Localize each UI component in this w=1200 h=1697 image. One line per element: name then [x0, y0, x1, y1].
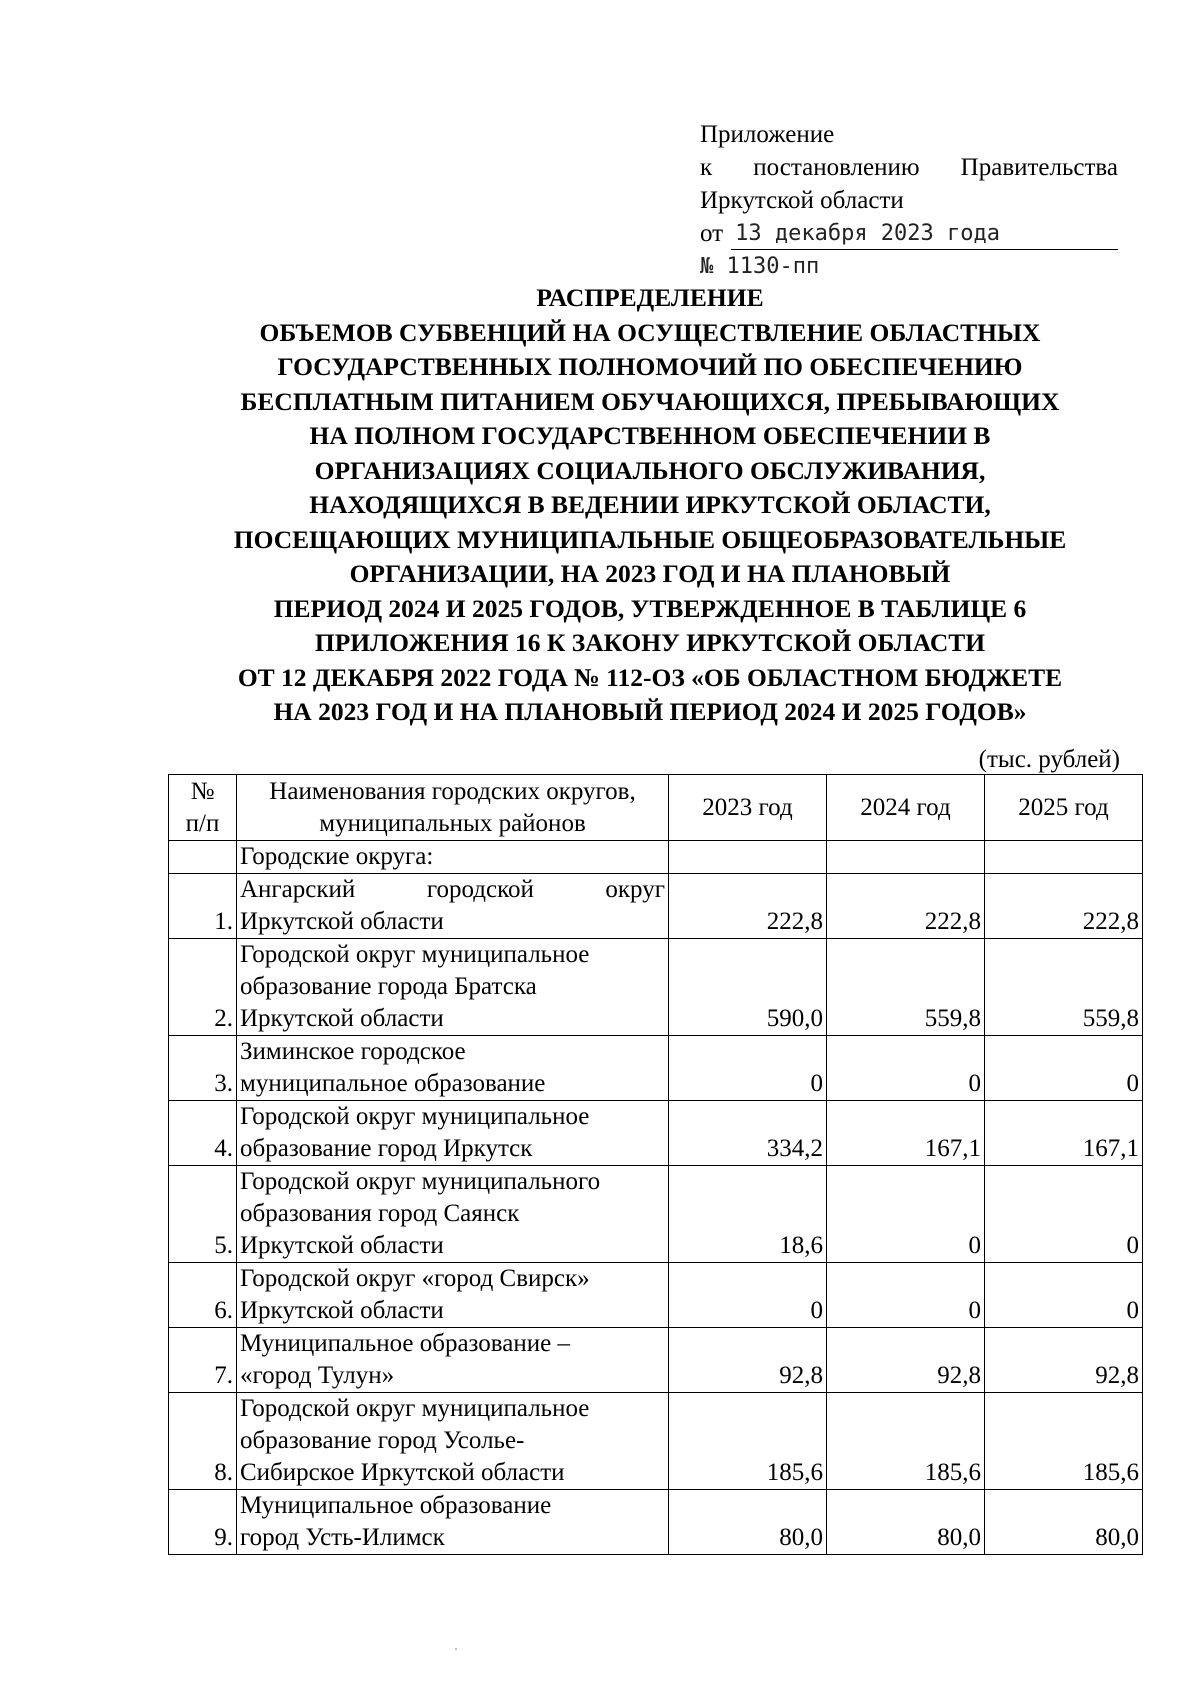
- appendix-word: постановлению: [753, 154, 920, 181]
- row-name-line: Муниципальное образование –: [240, 1330, 570, 1357]
- section-empty-cell: [985, 841, 1143, 874]
- value-2023: 92,8: [669, 1328, 827, 1393]
- row-number: 3.: [169, 1036, 237, 1101]
- value-2023: 185,6: [669, 1393, 827, 1490]
- appendix-block: [700, 118, 1120, 284]
- table-row: [169, 874, 1143, 939]
- header-name: [237, 775, 669, 841]
- date-value: 13 декабря 2023 года: [731, 219, 1118, 250]
- row-name-line: муниципальное образование: [240, 1070, 546, 1097]
- value-2023: 0: [669, 1263, 827, 1328]
- title-line: ГОСУДАРСТВЕННЫХ ПОЛНОМОЧИЙ ПО ОБЕСПЕЧЕНИЮ: [277, 352, 1023, 381]
- row-name: [237, 1263, 669, 1328]
- row-name-line: Иркутской области: [240, 1232, 444, 1259]
- header-number-line: №: [190, 777, 215, 805]
- row-name-line: образования город Саянск: [240, 1200, 520, 1227]
- row-name: [237, 1490, 669, 1555]
- row-number: 8.: [169, 1393, 237, 1490]
- value-2025: 185,6: [985, 1393, 1143, 1490]
- row-name-line: Городской округ муниципальное: [240, 1395, 590, 1422]
- appendix-date-row: [700, 217, 1118, 250]
- row-name: [237, 1393, 669, 1490]
- row-number: 2.: [169, 939, 237, 1036]
- appendix-word: к: [700, 154, 713, 181]
- row-number: 9.: [169, 1490, 237, 1555]
- title-line: РАСПРЕДЕЛЕНИЕ: [536, 283, 764, 312]
- table-row: [169, 1263, 1143, 1328]
- row-name-line: Городской округ муниципального: [240, 1168, 601, 1195]
- value-2023: 334,2: [669, 1101, 827, 1166]
- value-2024: 0: [827, 1166, 985, 1263]
- row-name-word: Ангарский: [240, 876, 356, 903]
- row-name-line: Иркутской области: [240, 908, 444, 935]
- distribution-table: [168, 774, 1143, 1555]
- row-name-line: Иркутской области: [240, 1297, 444, 1324]
- section-num-cell: [169, 841, 237, 874]
- row-name-line: образование города Братска: [240, 973, 537, 1000]
- appendix-line-2: [700, 151, 1118, 184]
- row-number: 5.: [169, 1166, 237, 1263]
- section-label: Городские округа:: [237, 841, 669, 874]
- title-line: ОТ 12 ДЕКАБРЯ 2022 ГОДА № 112-ОЗ «ОБ ОБЛАСТНОМ БЮДЖЕТЕ: [237, 662, 1063, 692]
- value-2024: 80,0: [827, 1490, 985, 1555]
- row-number: 4.: [169, 1101, 237, 1166]
- section-empty-cell: [827, 841, 985, 874]
- title-line: НА 2023 ГОД И НА ПЛАНОВЫЙ ПЕРИОД 2024 И 2025 ГОДОВ»: [273, 697, 1027, 726]
- row-name-word: городской: [426, 876, 534, 903]
- row-number: 1.: [169, 874, 237, 939]
- row-name-line: Городской округ муниципальное: [240, 1103, 590, 1130]
- row-name: [237, 1101, 669, 1166]
- value-2025: 222,8: [985, 874, 1143, 939]
- value-2024: 0: [827, 1036, 985, 1101]
- row-number: 7.: [169, 1328, 237, 1393]
- value-2025: 0: [985, 1036, 1143, 1101]
- value-2023: 18,6: [669, 1166, 827, 1263]
- row-name: [237, 1328, 669, 1393]
- row-name: [237, 874, 669, 939]
- row-name-line: Зиминское городское: [240, 1038, 466, 1065]
- title-line: ПРИЛОЖЕНИЯ 16 К ЗАКОНУ ИРКУТСКОЙ ОБЛАСТИ: [314, 628, 986, 657]
- value-2025: 559,8: [985, 939, 1143, 1036]
- title-line: НАХОДЯЩИХСЯ В ВЕДЕНИИ ИРКУТСКОЙ ОБЛАСТИ,: [309, 490, 991, 519]
- value-2023: 80,0: [669, 1490, 827, 1555]
- section-row: [169, 841, 1143, 874]
- table-row: [169, 1490, 1143, 1555]
- table-row: [169, 1393, 1143, 1490]
- value-2023: 0: [669, 1036, 827, 1101]
- title-line: ОРГАНИЗАЦИИ, НА 2023 ГОД И НА ПЛАНОВЫЙ: [349, 559, 951, 588]
- units-label: (тыс. рублей): [978, 746, 1120, 773]
- title-line: ПЕРИОД 2024 И 2025 ГОДОВ, УТВЕРЖДЕННОЕ В ТАБЛИЦЕ 6: [273, 593, 1027, 623]
- appendix-word: Правительства: [960, 154, 1118, 181]
- value-2024: 167,1: [827, 1101, 985, 1166]
- section-empty-cell: [669, 841, 827, 874]
- value-2025: 80,0: [985, 1490, 1143, 1555]
- table-row: [169, 1101, 1143, 1166]
- header-number-line: п/п: [185, 809, 220, 837]
- value-2025: 92,8: [985, 1328, 1143, 1393]
- value-2024: 559,8: [827, 939, 985, 1036]
- header-2024: 2024 год: [827, 775, 985, 841]
- title-line: НА ПОЛНОМ ГОСУДАРСТВЕННОМ ОБЕСПЕЧЕНИИ В: [309, 421, 991, 450]
- title-line: ПОСЕЩАЮЩИХ МУНИЦИПАЛЬНЫЕ ОБЩЕОБРАЗОВАТЕЛЬНЫЕ: [233, 524, 1067, 554]
- appendix-line-3: Иркутской области: [700, 187, 904, 214]
- row-name-line: Иркутской области: [240, 1005, 444, 1032]
- header-number: [169, 775, 237, 841]
- title-line: ОРГАНИЗАЦИЯХ СОЦИАЛЬНОГО ОБСЛУЖИВАНИЯ,: [314, 455, 986, 485]
- header-2023: 2023 год: [669, 775, 827, 841]
- document-title: [150, 281, 1150, 730]
- table-header-row: [169, 775, 1143, 841]
- row-name-line: образование город Иркутск: [240, 1135, 533, 1162]
- header-name-line: Наименования городских округов,: [269, 777, 636, 805]
- date-label: от: [700, 220, 724, 247]
- row-name-line: Сибирское Иркутской области: [240, 1459, 565, 1486]
- value-2024: 0: [827, 1263, 985, 1328]
- value-2025: 0: [985, 1263, 1143, 1328]
- row-name-line: [240, 874, 665, 906]
- row-name: [237, 939, 669, 1036]
- table-row: [169, 1328, 1143, 1393]
- header-name-line: муниципальных районов: [319, 809, 586, 837]
- row-name-line: Городской округ «город Свирск»: [240, 1265, 590, 1292]
- title-line: ОБЪЕМОВ СУБВЕНЦИЙ НА ОСУЩЕСТВЛЕНИЕ ОБЛАСТНЫХ: [259, 317, 1041, 347]
- table-row: [169, 1036, 1143, 1101]
- row-name-line: образование город Усолье-: [240, 1427, 525, 1454]
- value-2024: 92,8: [827, 1328, 985, 1393]
- row-name-word: округ: [605, 876, 665, 903]
- header-2025: 2025 год: [985, 775, 1143, 841]
- row-name: [237, 1166, 669, 1263]
- row-name-line: Городской округ муниципальное: [240, 941, 590, 968]
- value-2025: 0: [985, 1166, 1143, 1263]
- appendix-line-1: Приложение: [700, 121, 835, 148]
- title-line: БЕСПЛАТНЫМ ПИТАНИЕМ ОБУЧАЮЩИХСЯ, ПРЕБЫВАЮЩИХ: [240, 386, 1060, 416]
- scan-speck: [455, 1648, 457, 1650]
- value-2024: 222,8: [827, 874, 985, 939]
- value-2025: 167,1: [985, 1101, 1143, 1166]
- value-2023: 590,0: [669, 939, 827, 1036]
- table-row: [169, 1166, 1143, 1263]
- row-name-line: город Усть-Илимск: [240, 1524, 445, 1551]
- row-name: [237, 1036, 669, 1101]
- value-2023: 222,8: [669, 874, 827, 939]
- row-name-line: «город Тулун»: [240, 1362, 395, 1389]
- value-2024: 185,6: [827, 1393, 985, 1490]
- document-number: № 1130-пп: [700, 254, 820, 279]
- row-number: 6.: [169, 1263, 237, 1328]
- table-row: [169, 939, 1143, 1036]
- row-name-line: Муниципальное образование: [240, 1492, 552, 1519]
